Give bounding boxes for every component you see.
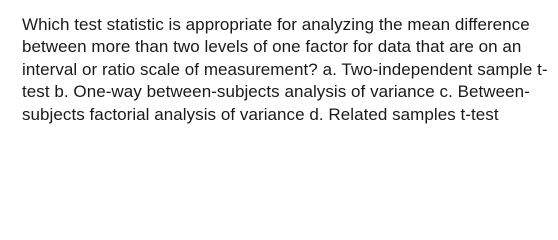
question-text: Which test statistic is appropriate for analyzing the mean difference between more than two levels of one factor for data that are on an interval or ratio scale of measurement? a. Two-independent sample t-test b. One-way between-subjects analysis of variance c. Between-subjects factorial analysis of variance d. Related samples t-test (22, 15, 548, 124)
